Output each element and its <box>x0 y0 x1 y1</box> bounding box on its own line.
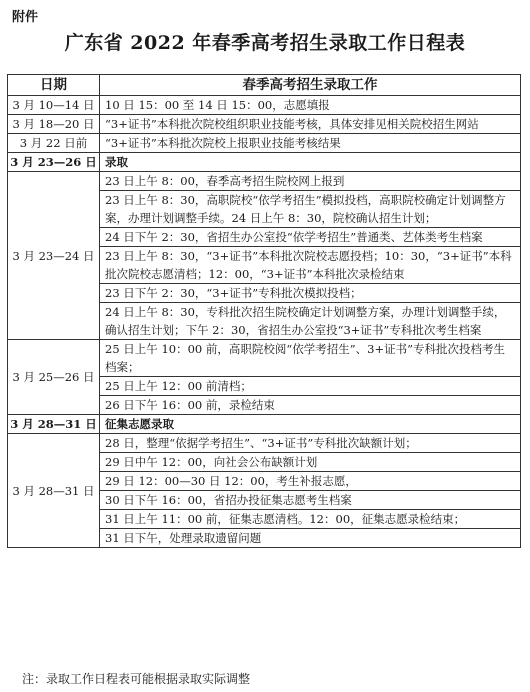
row-date: 3 月 25—26 日 <box>8 340 100 415</box>
work-item-text: 征集志愿录取 <box>105 417 174 431</box>
row-work-cell <box>100 284 521 340</box>
row-date: 3 月 10—14 日 <box>8 96 100 115</box>
row-date: 3 月 28—31 日 <box>8 434 100 548</box>
row-work-cell <box>100 340 521 415</box>
work-item-text: 25 日上午 12：00 前清档； <box>100 376 520 395</box>
row-date: 3 月 22 日前 <box>8 134 100 153</box>
schedule-table <box>7 74 521 548</box>
work-item-text: “3+证书”本科批次院校组织职业技能考核，具体安排见相关院校招生网站 <box>105 117 479 131</box>
row-work-cell <box>100 510 521 548</box>
table-row <box>8 415 521 434</box>
work-item-text: 30 日下午 16：00，省招办投征集志愿考生档案 <box>100 490 520 509</box>
attachment-label: 附件 <box>12 10 39 25</box>
row-date: 3 月 23—26 日 <box>8 153 100 172</box>
column-header-date: 日期 <box>8 75 100 96</box>
work-item-text: 23 日上午 8：00，春季高考招生院校网上报到 <box>105 174 345 188</box>
row-work-cell <box>100 247 521 284</box>
table-row <box>8 96 521 115</box>
table-row <box>8 115 521 134</box>
row-work-cell <box>100 96 521 115</box>
work-item-text: 录取 <box>105 155 128 169</box>
work-item-text: 10 日 15：00 至 14 日 15：00，志愿填报 <box>105 98 330 112</box>
table-row <box>8 134 521 153</box>
work-item-text: 23 日上午 8：30，“3+证书”本科批次院校志愿投档；10：30，“3+证书”本科批次院校志愿清档；12：00，“3+证书”本科批次录检结束 <box>105 249 512 281</box>
footnote: 注：录取工作日程表可能根据录取实际调整 <box>22 672 251 686</box>
table-row <box>8 434 521 472</box>
row-work-cell <box>100 415 521 434</box>
row-date: 3 月 23—24 日 <box>8 172 100 340</box>
row-work-cell <box>100 134 521 153</box>
work-item-text: 23 日上午 8：30，高职院校“依学考招生”模拟投档，高职院校确定计划调整方案，办理计划调整手续。24 日上午 8：30，院校确认招生计划； <box>105 193 506 225</box>
row-date: 3 月 28—31 日 <box>8 415 100 434</box>
work-item-text: 23 日下午 2：30，“3+证书”专科批次模拟投档； <box>105 286 362 300</box>
work-item-text: 24 日上午 8：30，专科批次招生院校确定计划调整方案，办理计划调整手续，确认招生计划；下午 2：30，省招生办公室投“3+证书”专科批次考生档案 <box>100 302 520 339</box>
work-item-text: “3+证书”本科批次院校上报职业技能考核结果 <box>105 136 341 150</box>
table-row <box>8 172 521 191</box>
table-header-row <box>8 75 521 96</box>
row-work-cell <box>100 191 521 247</box>
row-work-cell <box>100 115 521 134</box>
work-item-text: 25 日上午 10：00 前，高职院校阅“依学考招生”、3+证书”专科批次投档考生档案； <box>105 342 505 374</box>
table-row <box>8 153 521 172</box>
work-item-text: 28 日，整理“依据学考招生”、“3+证书”专科批次缺额计划； <box>105 436 417 450</box>
row-work-cell <box>100 434 521 472</box>
row-date: 3 月 18—20 日 <box>8 115 100 134</box>
row-work-cell <box>100 153 521 172</box>
work-item-text: 24 日下午 2：30，省招生办公室投“依学考招生”普通类、艺体类考生档案 <box>100 227 520 246</box>
row-work-cell <box>100 472 521 510</box>
work-item-text: 29 日 12：00—30 日 12：00，考生补报志愿， <box>105 474 357 488</box>
column-header-work: 春季高考招生录取工作 <box>100 75 521 96</box>
work-item-text: 31 日下午，处理录取遗留问题 <box>100 528 520 547</box>
row-work-cell <box>100 172 521 191</box>
table-row <box>8 340 521 415</box>
page-title: 广东省 2022 年春季高考招生录取工作日程表 <box>64 32 466 54</box>
schedule-body <box>8 96 521 548</box>
work-item-text: 26 日下午 16：00 前，录检结束 <box>100 395 520 414</box>
work-item-text: 29 日中午 12：00，向社会公布缺额计划 <box>100 452 520 471</box>
work-item-text: 31 日上午 11：00 前，征集志愿清档。12：00，征集志愿录检结束； <box>105 512 466 526</box>
